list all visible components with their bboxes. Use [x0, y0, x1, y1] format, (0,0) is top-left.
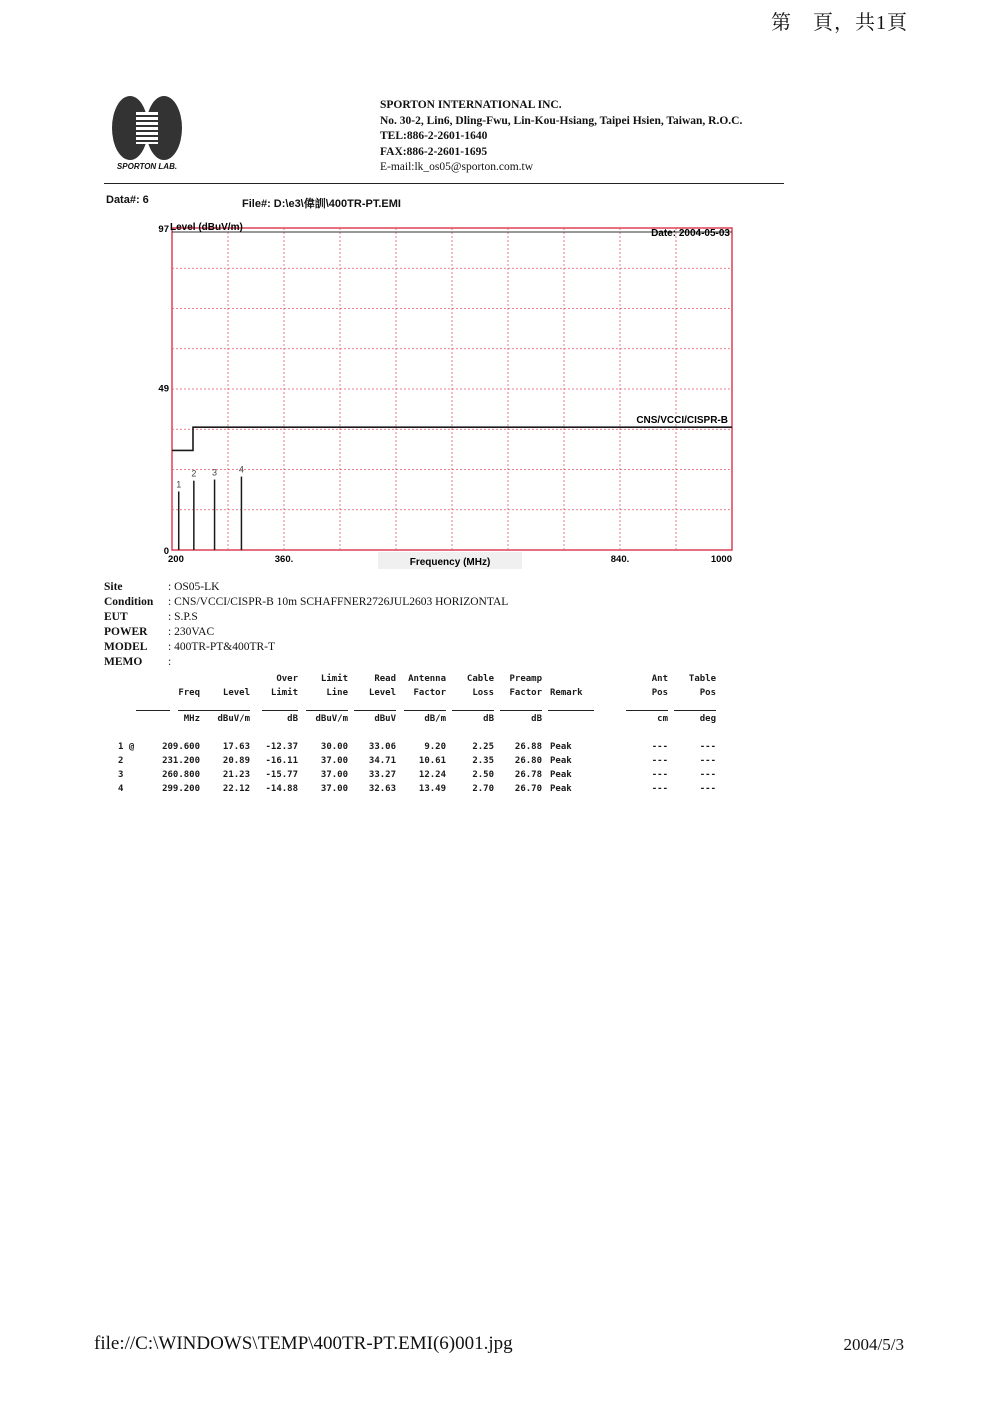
info-key: POWER [104, 626, 148, 638]
info-value: : [168, 656, 172, 668]
table-cell: 26.88 [514, 742, 542, 752]
sporton-logo [106, 94, 188, 176]
table-cell: 33.27 [368, 770, 396, 780]
table-cell: -16.11 [265, 756, 298, 766]
column-header: Freq [178, 688, 200, 698]
table-cell: 21.23 [222, 770, 250, 780]
column-header-top: Preamp [509, 674, 542, 684]
table-cell: 2.35 [472, 756, 494, 766]
table-cell: 260.800 [162, 770, 200, 780]
table-cell: --- [699, 784, 716, 794]
column-unit: deg [699, 714, 716, 724]
table-cell: --- [699, 742, 716, 752]
company-header [380, 98, 742, 176]
table-cell: 22.12 [222, 784, 250, 794]
y-tick-label: 49 [158, 383, 169, 395]
company-address: No. 30-2, Lin6, Dling-Fwu, Lin-Kou-Hsiang, Taipei Hsien, Taiwan, R.O.C. [380, 114, 743, 127]
column-header-top: Read [374, 674, 396, 684]
company-name: SPORTON INTERNATIONAL INC. [380, 99, 562, 111]
row-number: 3 [118, 770, 124, 780]
header-rule-segment [548, 710, 594, 711]
row-number: 4 [118, 784, 124, 794]
y-tick-label: 97 [158, 224, 169, 235]
table-cell: 30.00 [320, 742, 348, 752]
info-row-model [104, 640, 508, 655]
table-cell-remark: Peak [550, 742, 572, 752]
x-tick-label: 200 [168, 554, 184, 565]
logo-emblem-icon [106, 94, 188, 164]
table-cell: 10.61 [418, 756, 446, 766]
info-key: Site [104, 581, 123, 593]
column-header: Pos [699, 688, 716, 698]
footer-file-path: file://C:\WINDOWS\TEMP\400TR-PT.EMI(6)001.jpg [94, 1333, 513, 1354]
page-number-label: 第 頁，共1頁 [771, 12, 908, 34]
table-cell: -15.77 [265, 770, 298, 780]
data-number: Data#: 6 [106, 194, 149, 206]
info-value: : OS05-LK [168, 581, 220, 593]
column-unit: dB [287, 714, 298, 724]
table-cell: 2.50 [472, 770, 494, 780]
x-tick-label: 360. [274, 554, 294, 565]
limit-line-label: CNS/VCCI/CISPR-B [636, 415, 728, 427]
header-rule-segment [674, 710, 716, 711]
column-unit: dB/m [424, 714, 446, 724]
column-header-top: Over [276, 674, 298, 684]
logo-text: SPORTON LAB. [116, 162, 178, 171]
table-cell: 17.63 [222, 742, 250, 752]
table-cell: 26.78 [514, 770, 542, 780]
file-number: File#: D:\e3\偉訓\400TR-PT.EMI [242, 198, 401, 210]
table-cell-remark: Peak [550, 784, 572, 794]
emi-chart [150, 212, 750, 574]
table-cell: 32.63 [368, 784, 396, 794]
column-unit: cm [657, 714, 668, 724]
table-cell: 209.600 [162, 742, 200, 752]
marker-label: 1 [176, 479, 182, 490]
table-cell: 37.00 [320, 756, 348, 766]
column-unit: MHz [183, 714, 200, 724]
header-rule-segment [354, 710, 396, 711]
info-value: : CNS/VCCI/CISPR-B 10m SCHAFFNER2726JUL2603 HORIZONTAL [168, 596, 509, 608]
table-cell: --- [651, 784, 668, 794]
table-cell: 37.00 [320, 770, 348, 780]
header-divider [104, 183, 784, 184]
header-rule-segment [404, 710, 446, 711]
column-header: Limit [270, 688, 298, 698]
column-header-remark: Remark [550, 688, 583, 698]
marker-label: 2 [191, 468, 197, 479]
header-rule-segment [262, 710, 298, 711]
table-cell: 2.70 [472, 784, 494, 794]
column-header: Factor [509, 688, 542, 698]
table-cell: 2.25 [472, 742, 494, 752]
table-cell: 231.200 [162, 756, 200, 766]
info-value: : 230VAC [168, 626, 215, 638]
table-cell: 37.00 [320, 784, 348, 794]
info-value: : 400TR-PT&400TR-T [168, 641, 276, 653]
table-cell: --- [699, 756, 716, 766]
info-row-site [104, 580, 508, 595]
column-header-top: Table [688, 674, 716, 684]
table-cell: --- [651, 742, 668, 752]
chart-date: Date: 2004-05-03 [651, 228, 730, 239]
column-header: Factor [413, 688, 446, 698]
info-row-power [104, 625, 508, 640]
table-cell: 26.70 [514, 784, 542, 794]
column-unit: dBuV/m [217, 714, 250, 724]
column-header-top: Ant [651, 674, 668, 684]
table-cell: 9.20 [424, 742, 446, 752]
footer-date: 2004/5/3 [843, 1335, 904, 1354]
table-cell: 299.200 [162, 784, 200, 794]
marker-label: 4 [238, 464, 244, 475]
column-unit: dB [483, 714, 494, 724]
column-header-top: Cable [466, 674, 494, 684]
header-rule-segment [136, 710, 170, 711]
column-unit: dBuV [374, 714, 396, 724]
column-header: Level [222, 688, 250, 698]
table-cell: 33.06 [368, 742, 396, 752]
table-cell: --- [699, 770, 716, 780]
table-cell: 34.71 [368, 756, 396, 766]
row-number: 1 @ [118, 742, 135, 752]
header-rule-segment [626, 710, 668, 711]
test-info [104, 580, 508, 670]
column-header-top: Antenna [408, 674, 446, 684]
column-header: Pos [651, 688, 668, 698]
info-row-memo [104, 655, 508, 670]
column-header: Loss [472, 688, 494, 698]
marker-label: 3 [212, 467, 218, 478]
row-number: 2 [118, 756, 124, 766]
header-rule-segment [452, 710, 494, 711]
company-email: E-mail:lk_os05@sporton.com.tw [380, 161, 534, 173]
x-tick-label: 840. [610, 554, 630, 565]
column-header: Level [368, 688, 396, 698]
x-tick-label: 1000 [710, 554, 732, 565]
table-cell-remark: Peak [550, 756, 572, 766]
table-cell: --- [651, 770, 668, 780]
table-cell: 26.80 [514, 756, 542, 766]
table-cell: -12.37 [265, 742, 298, 752]
table-cell: --- [651, 756, 668, 766]
column-header-top: Limit [320, 674, 348, 684]
table-cell: 20.89 [222, 756, 250, 766]
info-key: Condition [104, 596, 154, 608]
header-rule-segment [306, 710, 348, 711]
info-key: MEMO [104, 656, 143, 668]
table-cell-remark: Peak [550, 770, 572, 780]
company-fax: FAX:886-2-2601-1695 [380, 145, 488, 158]
y-tick-label: 0 [163, 546, 169, 557]
table-cell: -14.88 [265, 784, 298, 794]
column-unit: dB [531, 714, 542, 724]
info-row-eut [104, 610, 508, 625]
column-unit: dBuV/m [315, 714, 348, 724]
column-header: Line [326, 688, 348, 698]
info-key: EUT [104, 611, 128, 623]
company-tel: TEL:886-2-2601-1640 [380, 130, 488, 142]
table-cell: 13.49 [418, 784, 446, 794]
y-axis-label: Level (dBuV/m) [170, 222, 243, 233]
info-key: MODEL [104, 641, 148, 653]
header-rule-segment [500, 710, 542, 711]
header-rule-segment [178, 710, 250, 711]
table-cell: 12.24 [418, 770, 446, 780]
info-value: : S.P.S [168, 611, 198, 623]
x-axis-label: Frequency (MHz) [409, 557, 491, 568]
info-row-condition [104, 595, 508, 610]
